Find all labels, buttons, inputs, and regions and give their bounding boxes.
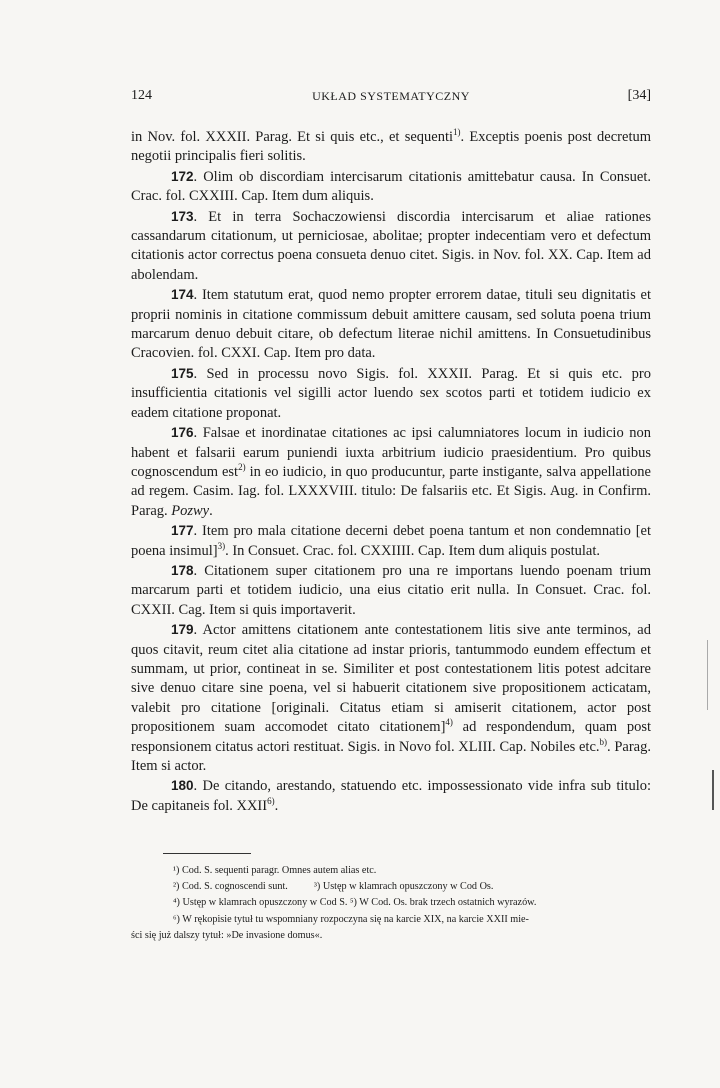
footnote-ref: 4) [445,717,453,728]
paragraph-text: . Item statutum erat, quod nemo propter errorem datae, tituli seu dignitatis et proprii nominis in citatione commissum debuit amittere causam, sed soluta poena trium marcarum denuo debuit citare, ob defectum literae nichil amittens. In Consuetudinibus Cracovien. fol. CXXI. Cap. Item pro data. [131,287,651,362]
paragraph-number: 177 [171,523,194,539]
footnote-ref: 2) [238,462,246,473]
page-number: 124 [131,88,152,103]
scan-edge-mark [707,640,708,710]
paragraph-text-a: . Falsae et inordinatae citationes ac ipsi calumniatores locum in iudicio non habent et falsarii earum puniendi iuxta arbitrium iudicio praesidentium. Pro quibus cognoscendum est [131,425,651,480]
footnote-4-5 [131,895,651,911]
paragraph-text-a: . Actor amittens citationem ante contestationem litis sive ante terminos, ad quos citavit, reum citet alia citatione ad instar prioris, tantummodo eundem effectum et summam, ut prior, contineat in se. Similiter et post contestationem litis potest adcitare sive denuo citare sine poena, vel si habuerit citationem sive propositionem acticatam, valebit pro citatione [originali. Citatus etiam si amiserit citationem, actor post propositionem suam accomodet citato citationem] [131,622,651,736]
paragraph-text: . Sed in processu novo Sigis. fol. XXXII. Parag. Et si quis etc. pro insufficientia citationis vel sigilli actor luendo sex scotos parti et totidem iudicio ex eadem citatione proponat. [131,365,651,421]
footnote-6-continued: ści się już dalszy tytuł: »De invasione domus«. [131,929,323,941]
paragraph-number: 179 [171,622,194,638]
footnote-2: ²) Cod. S. cognoscendi sunt. [173,881,288,893]
paragraph-176 [131,423,651,521]
paragraph-text-a: . Item pro mala citatione decerni debet poena tantum et non condemnatio [et poena insimul] [131,523,651,559]
main-text [131,128,651,816]
section-signature: [34] [627,88,651,103]
footnote-ref: 6) [267,795,275,806]
paragraph-text-b: . [274,797,279,814]
paragraph-number: 174 [171,287,194,303]
paragraph-number: 178 [171,562,194,578]
footnote-6: ⁶) W rękopisie tytuł tu wspomniany rozpoczyna się na karcie XIX, na karcie XXII mie- [173,913,529,925]
paragraph-text-c: . Parag. Item si actor. [131,738,651,774]
footnote-5: ⁵) W Cod. Os. brak trzech ostatnich wyrazów. [350,897,537,909]
paragraph-text-c: . [209,502,213,519]
paragraph-number: 172 [171,168,194,184]
paragraph-173 [131,207,651,286]
paragraph-text: . Citationem super citationem pro una re importans luendo poenam trium marcarum parti et totidem iudicio, una eius citatio erit nulla. In Consuet. Crac. fol. CXXII. Cag. Item si quis importaverit. [131,562,651,618]
paragraph-number: 176 [171,425,194,441]
footnote-1: ¹) Cod. S. sequenti paragr. Omnes autem alias etc. [173,865,377,876]
opening-paragraph [131,128,651,167]
running-header [131,88,651,110]
paragraph-text-b: in eo iudicio, in quo producuntur, parte instigante, salva appellatione ad regem. Casim. Iag. fol. LXXXVIII. titulo: De falsariis etc. Et Sigis. Aug. in Confirm. Parag. [131,463,651,519]
paragraph-text: . Et in terra Sochaczowiensi discordia intercisarum et aliae rationes cassandarum citationum, ut perniciosae, abolitae; propter indecentiam vero et defectum citationis actor correctus poena consueta denuo citet. Sigis. in Nov. fol. XX. Cap. Item ad abolendam. [131,208,651,283]
running-title: UKŁAD SYSTEMATYCZNY [312,89,470,103]
paragraph-178 [131,561,651,620]
paragraph-174 [131,285,651,364]
paragraph-text-b: . In Consuet. Crac. fol. CXXIIII. Cap. Item dum aliquis postulat. [225,542,601,559]
opening-text-b: . Exceptis poenis post decretum negotii principalis fieri solitis. [131,129,651,165]
paragraph-179 [131,620,651,776]
footnotes [131,863,651,944]
paragraph-180 [131,776,651,816]
footnote-ref: 3) [217,540,226,551]
opening-text-a: in Nov. fol. XXXII. Parag. Et si quis etc., et sequenti [131,129,454,145]
footnote-divider [163,853,251,854]
paragraph-number: 175 [171,365,194,381]
footnote-2-3 [131,879,651,895]
footnote-4: ⁴) Ustęp w klamrach opuszczony w Cod S. [173,897,348,909]
scan-edge-mark [712,770,714,810]
paragraph-172 [131,167,651,207]
footnote-ref: b) [599,736,608,747]
paragraph-number: 180 [171,778,194,794]
paragraph-175 [131,364,651,423]
footnote-3: ³) Ustęp w klamrach opuszczony w Cod Os. [313,881,494,893]
footnote-ref: 1) [453,127,461,138]
paragraph-177 [131,521,651,561]
paragraph-text: . Olim ob discordiam intercisarum citationis amittebatur causa. In Consuet. Crac. fol. CXXIII. Cap. Item dum aliquis. [131,168,651,205]
paragraph-text-a: . De citando, arestando, statuendo etc. impossessionato vide infra sub titulo: De capitaneis fol. XXII [131,778,651,814]
italic-term: Pozwy [171,502,210,519]
paragraph-text-b: ad respondendum, quam post responsionem citatus actori restituat. Sigis. in Novo fol. XLIII. Cap. Nobiles etc. [131,719,651,755]
paragraph-number: 173 [171,208,194,224]
